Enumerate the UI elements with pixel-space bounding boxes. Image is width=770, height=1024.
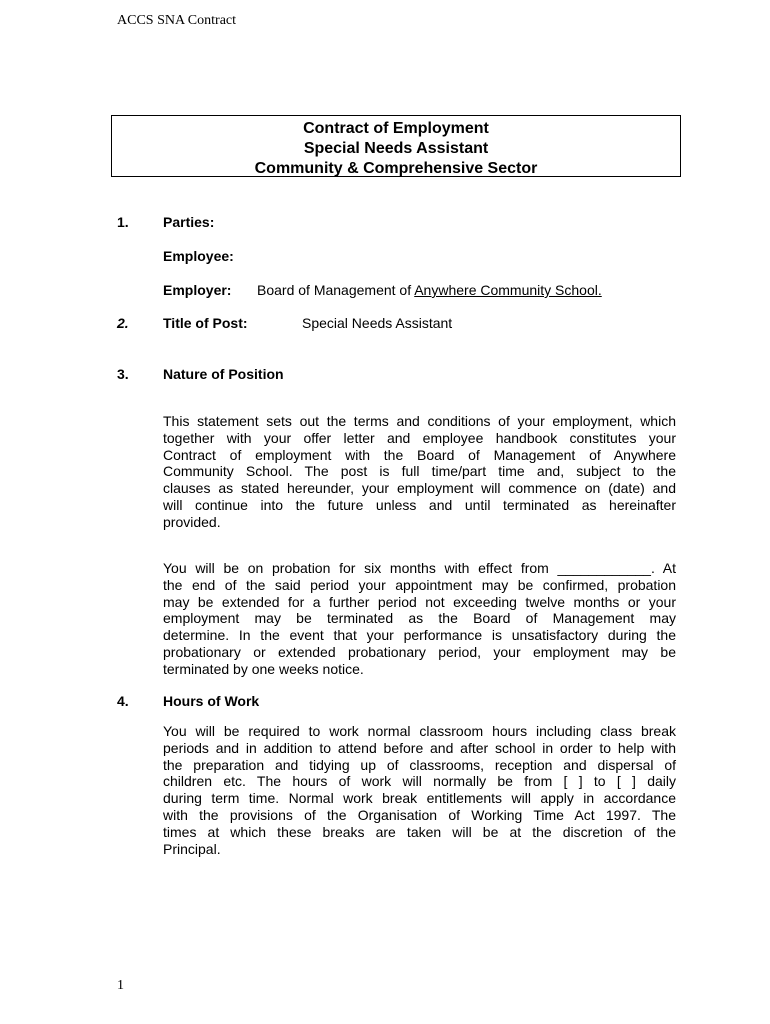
paragraph-line: during term time. Normal work break entitlements will apply in accordance <box>163 790 676 807</box>
paragraph-line: Contract of employment with the Board of Management of Anywhere <box>163 446 676 463</box>
paragraph-line: You will be required to work normal classroom hours including class break <box>163 723 676 739</box>
section-1-heading: Parties: <box>163 214 215 230</box>
paragraph-line: with the provisions of the Organisation of Working Time Act 1997. The <box>163 806 676 823</box>
employer-school: Anywhere Community School. <box>414 282 602 298</box>
title-line-3: Community & Comprehensive Sector <box>254 160 538 177</box>
running-header: ACCS SNA Contract <box>117 13 237 28</box>
employee-label: Employee: <box>163 248 234 264</box>
paragraph-line: employment may be terminated as the Board of Management may <box>163 610 676 627</box>
section-3-number: 3. <box>117 366 129 382</box>
hours-of-work-paragraph <box>163 723 676 857</box>
title-box <box>111 115 681 177</box>
section-4-number: 4. <box>117 693 129 709</box>
paragraph-line: clauses as stated hereunder, your employment will commence on (date) and <box>163 480 676 497</box>
section-2-number: 2. <box>117 315 129 331</box>
paragraph-line: probationary or extended probationary period, your employment may be <box>163 643 676 660</box>
paragraph-line: Community School. The post is full time/part time and, subject to the <box>163 463 676 480</box>
title-line-2: Special Needs Assistant <box>303 140 489 157</box>
title-of-post-label: Title of Post: <box>163 315 248 331</box>
paragraph-line: children etc. The hours of work will normally be from [ ] to [ ] daily <box>163 773 676 790</box>
paragraph-line: This statement sets out the terms and conditions of your employment, which <box>163 413 676 429</box>
paragraph-line: periods and in addition to attend before and after school in order to help with <box>163 739 676 756</box>
employer-prefix: Board of Management of <box>257 282 415 298</box>
paragraph-line: terminated by one weeks notice. <box>163 660 364 677</box>
paragraph-line: determine. In the event that your performance is unsatisfactory during the <box>163 627 676 644</box>
paragraph-line: will continue into the future unless and until terminated as hereinafter <box>163 496 676 513</box>
page-number: 1 <box>117 978 124 993</box>
paragraph-line: may be extended for a further period not exceeding twelve months or your <box>163 593 676 610</box>
paragraph-line: the preparation and tidying up of classrooms, reception and dispersal of <box>163 756 676 773</box>
section-1-number: 1. <box>117 214 129 230</box>
paragraph-line: the end of the said period your appointment may be confirmed, probation <box>163 576 676 593</box>
nature-of-position-paragraph-1 <box>163 413 676 531</box>
title-of-post-value: Special Needs Assistant <box>302 315 453 331</box>
paragraph-line: times at which these breaks are taken will be at the discretion of the <box>163 823 676 840</box>
paragraph-line: provided. <box>163 513 221 530</box>
section-4-heading: Hours of Work <box>163 693 260 709</box>
employer-label: Employer: <box>163 282 232 298</box>
title-line-1: Contract of Employment <box>303 120 489 137</box>
paragraph-line: Principal. <box>163 840 221 857</box>
nature-of-position-paragraph-2 <box>163 560 676 678</box>
paragraph-line: together with your offer letter and employee handbook constitutes your <box>163 429 676 446</box>
paragraph-line: You will be on probation for six months with effect from ____________. At <box>163 560 676 576</box>
section-3-heading: Nature of Position <box>163 366 284 382</box>
employer-value <box>257 282 602 298</box>
